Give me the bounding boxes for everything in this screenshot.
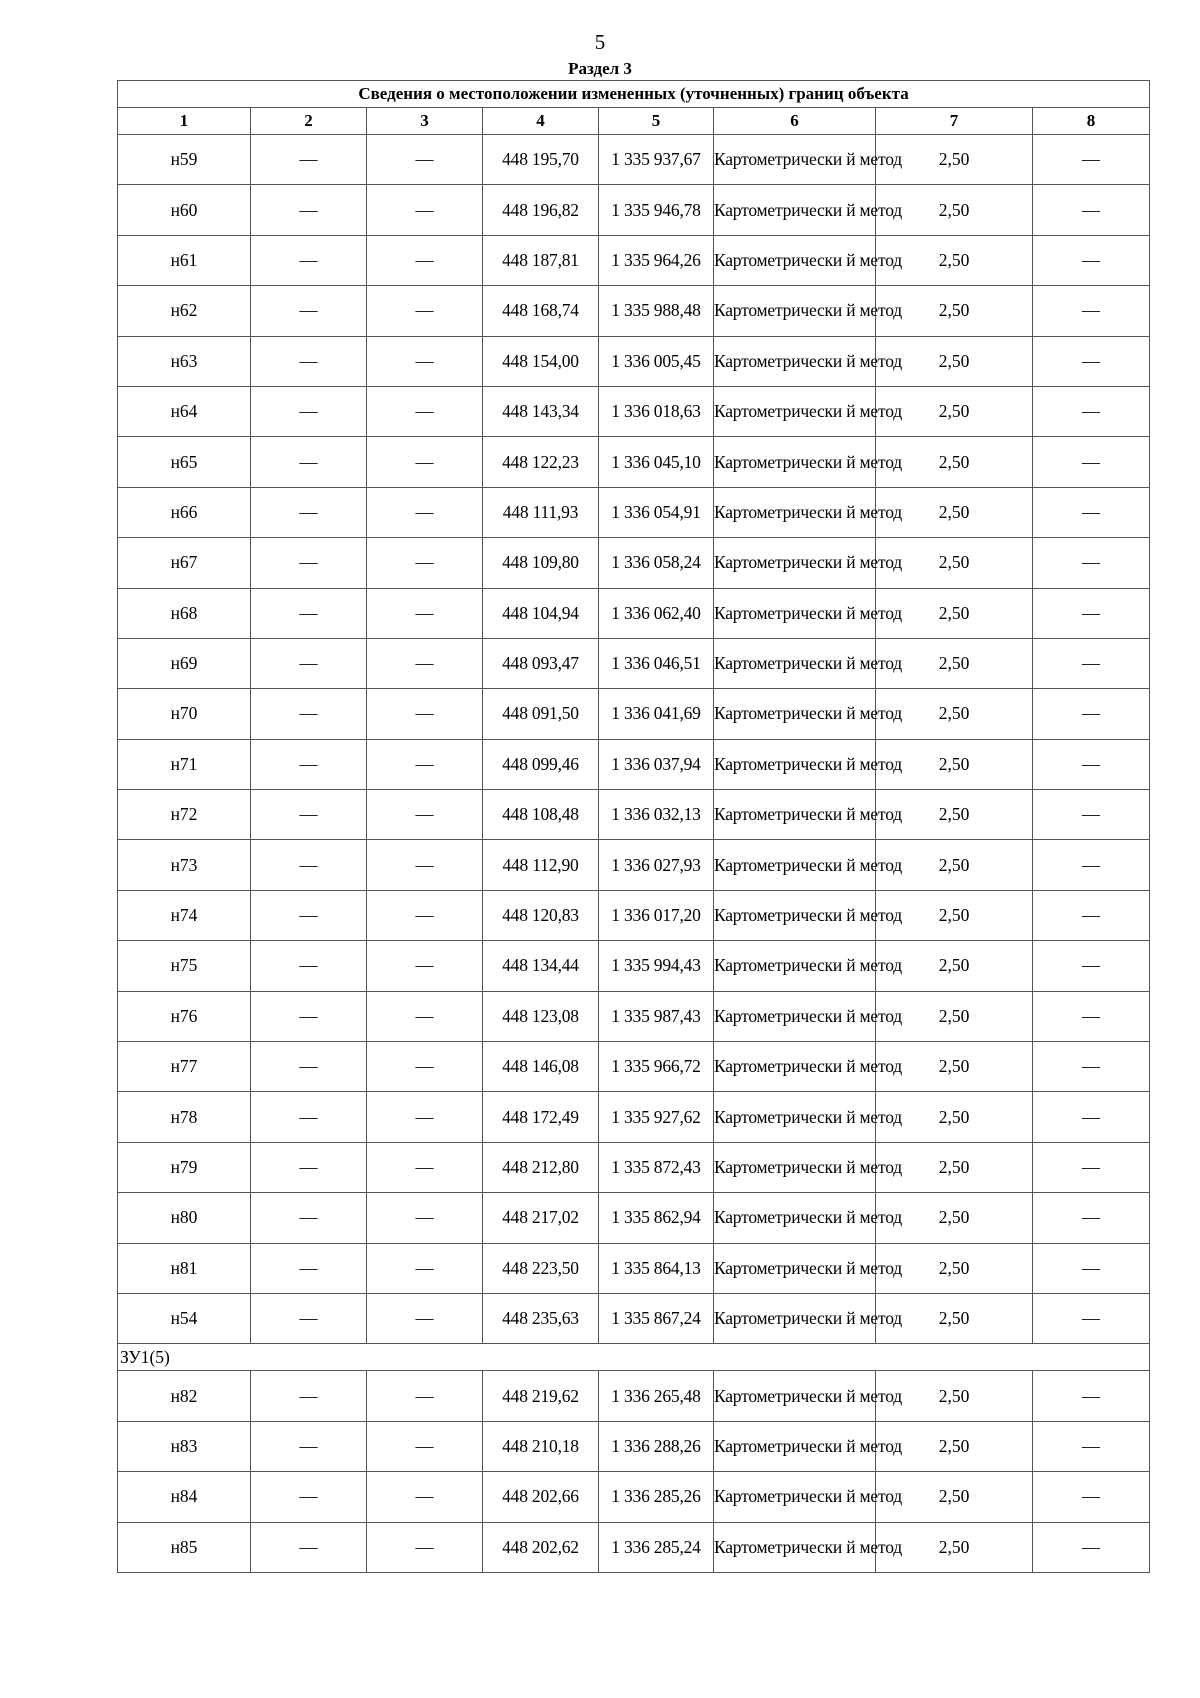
dash-cell: — — [367, 487, 483, 537]
dash-cell: — — [367, 135, 483, 185]
dash-cell: — — [251, 638, 367, 688]
x-coordinate-cell: 448 122,23 — [483, 437, 599, 487]
dash-cell: — — [251, 739, 367, 789]
table-row — [118, 386, 1150, 436]
table-row — [118, 235, 1150, 285]
method-cell: Картометрически й метод — [714, 1472, 876, 1522]
table-row — [118, 1042, 1150, 1092]
dash-cell: — — [251, 1092, 367, 1142]
dash-cell: — — [1033, 638, 1150, 688]
table-row — [118, 991, 1150, 1041]
dash-cell: — — [1033, 1472, 1150, 1522]
dash-cell: — — [1033, 790, 1150, 840]
accuracy-cell: 2,50 — [876, 487, 1033, 537]
method-cell: Картометрически й метод — [714, 689, 876, 739]
dash-cell: — — [367, 1522, 483, 1572]
accuracy-cell: 2,50 — [876, 286, 1033, 336]
dash-cell: — — [367, 588, 483, 638]
table-row — [118, 790, 1150, 840]
y-coordinate-cell: 1 335 937,67 — [599, 135, 714, 185]
dash-cell: — — [1033, 1142, 1150, 1192]
table-row — [118, 437, 1150, 487]
section-title: Раздел 3 — [568, 59, 632, 78]
method-cell: Картометрически й метод — [714, 1371, 876, 1421]
dash-cell: — — [251, 1193, 367, 1243]
x-coordinate-cell: 448 212,80 — [483, 1142, 599, 1192]
point-cell: н81 — [118, 1243, 251, 1293]
dash-cell: — — [251, 1421, 367, 1471]
dash-cell: — — [1033, 1193, 1150, 1243]
point-cell: н68 — [118, 588, 251, 638]
method-cell: Картометрически й метод — [714, 1421, 876, 1471]
table-row — [118, 840, 1150, 890]
method-cell: Картометрически й метод — [714, 487, 876, 537]
dash-cell: — — [1033, 135, 1150, 185]
accuracy-cell: 2,50 — [876, 689, 1033, 739]
dash-cell: — — [1033, 941, 1150, 991]
dash-cell: — — [251, 538, 367, 588]
accuracy-cell: 2,50 — [876, 991, 1033, 1041]
dash-cell: — — [1033, 487, 1150, 537]
method-cell: Картометрически й метод — [714, 890, 876, 940]
table-row — [118, 1421, 1150, 1471]
column-number: 1 — [118, 108, 251, 135]
table-row — [118, 1293, 1150, 1343]
dash-cell: — — [1033, 336, 1150, 386]
dash-cell: — — [1033, 1371, 1150, 1421]
y-coordinate-cell: 1 335 872,43 — [599, 1142, 714, 1192]
x-coordinate-cell: 448 168,74 — [483, 286, 599, 336]
point-cell: н80 — [118, 1193, 251, 1243]
accuracy-cell: 2,50 — [876, 437, 1033, 487]
accuracy-cell: 2,50 — [876, 1142, 1033, 1192]
table-row — [118, 689, 1150, 739]
dash-cell: — — [1033, 1243, 1150, 1293]
table-row — [118, 135, 1150, 185]
x-coordinate-cell: 448 235,63 — [483, 1293, 599, 1343]
x-coordinate-cell: 448 172,49 — [483, 1092, 599, 1142]
method-cell: Картометрически й метод — [714, 235, 876, 285]
dash-cell: — — [1033, 437, 1150, 487]
x-coordinate-cell: 448 217,02 — [483, 1193, 599, 1243]
dash-cell: — — [251, 286, 367, 336]
x-coordinate-cell: 448 091,50 — [483, 689, 599, 739]
dash-cell: — — [1033, 840, 1150, 890]
dash-cell: — — [251, 437, 367, 487]
accuracy-cell: 2,50 — [876, 135, 1033, 185]
point-cell: н73 — [118, 840, 251, 890]
method-cell: Картометрически й метод — [714, 1243, 876, 1293]
x-coordinate-cell: 448 143,34 — [483, 386, 599, 436]
y-coordinate-cell: 1 335 964,26 — [599, 235, 714, 285]
point-cell: н66 — [118, 487, 251, 537]
point-cell: н72 — [118, 790, 251, 840]
accuracy-cell: 2,50 — [876, 588, 1033, 638]
dash-cell: — — [367, 286, 483, 336]
dash-cell: — — [367, 185, 483, 235]
y-coordinate-cell: 1 336 285,24 — [599, 1522, 714, 1572]
group-row — [118, 1344, 1150, 1371]
y-coordinate-cell: 1 335 987,43 — [599, 991, 714, 1041]
y-coordinate-cell: 1 336 027,93 — [599, 840, 714, 890]
dash-cell: — — [251, 689, 367, 739]
dash-cell: — — [251, 185, 367, 235]
dash-cell: — — [1033, 386, 1150, 436]
dash-cell: — — [367, 991, 483, 1041]
method-cell: Картометрически й метод — [714, 941, 876, 991]
accuracy-cell: 2,50 — [876, 890, 1033, 940]
dash-cell: — — [1033, 1293, 1150, 1343]
dash-cell: — — [251, 1522, 367, 1572]
dash-cell: — — [251, 840, 367, 890]
accuracy-cell: 2,50 — [876, 386, 1033, 436]
column-number: 3 — [367, 108, 483, 135]
dash-cell: — — [367, 890, 483, 940]
dash-cell: — — [1033, 1042, 1150, 1092]
point-cell: н83 — [118, 1421, 251, 1471]
point-cell: н78 — [118, 1092, 251, 1142]
method-cell: Картометрически й метод — [714, 336, 876, 386]
x-coordinate-cell: 448 123,08 — [483, 991, 599, 1041]
accuracy-cell: 2,50 — [876, 538, 1033, 588]
y-coordinate-cell: 1 336 058,24 — [599, 538, 714, 588]
method-cell: Картометрически й метод — [714, 1193, 876, 1243]
x-coordinate-cell: 448 219,62 — [483, 1371, 599, 1421]
y-coordinate-cell: 1 335 864,13 — [599, 1243, 714, 1293]
method-cell: Картометрически й метод — [714, 135, 876, 185]
dash-cell: — — [1033, 689, 1150, 739]
point-cell: н79 — [118, 1142, 251, 1192]
accuracy-cell: 2,50 — [876, 1371, 1033, 1421]
accuracy-cell: 2,50 — [876, 1293, 1033, 1343]
y-coordinate-cell: 1 336 285,26 — [599, 1472, 714, 1522]
y-coordinate-cell: 1 335 927,62 — [599, 1092, 714, 1142]
y-coordinate-cell: 1 336 041,69 — [599, 689, 714, 739]
method-cell: Картометрически й метод — [714, 840, 876, 890]
point-cell: н62 — [118, 286, 251, 336]
table-body — [118, 135, 1150, 1573]
dash-cell: — — [251, 941, 367, 991]
table-row — [118, 638, 1150, 688]
table-row — [118, 588, 1150, 638]
dash-cell: — — [1033, 185, 1150, 235]
point-cell: н71 — [118, 739, 251, 789]
table-row — [118, 1142, 1150, 1192]
method-cell: Картометрически й метод — [714, 286, 876, 336]
dash-cell: — — [367, 235, 483, 285]
dash-cell: — — [251, 1293, 367, 1343]
column-number: 4 — [483, 108, 599, 135]
method-cell: Картометрически й метод — [714, 588, 876, 638]
x-coordinate-cell: 448 120,83 — [483, 890, 599, 940]
column-number: 7 — [876, 108, 1033, 135]
dash-cell: — — [251, 1243, 367, 1293]
table-row — [118, 1522, 1150, 1572]
method-cell: Картометрически й метод — [714, 739, 876, 789]
table-row — [118, 1472, 1150, 1522]
dash-cell: — — [251, 588, 367, 638]
point-cell: н76 — [118, 991, 251, 1041]
x-coordinate-cell: 448 187,81 — [483, 235, 599, 285]
method-cell: Картометрически й метод — [714, 1042, 876, 1092]
dash-cell: — — [367, 790, 483, 840]
dash-cell: — — [367, 1193, 483, 1243]
y-coordinate-cell: 1 336 265,48 — [599, 1371, 714, 1421]
column-number: 2 — [251, 108, 367, 135]
y-coordinate-cell: 1 336 017,20 — [599, 890, 714, 940]
method-cell: Картометрически й метод — [714, 1142, 876, 1192]
table-caption: Сведения о местоположении измененных (уточненных) границ объекта — [118, 81, 1150, 108]
dash-cell: — — [251, 1472, 367, 1522]
dash-cell: — — [251, 336, 367, 386]
dash-cell: — — [1033, 991, 1150, 1041]
dash-cell: — — [1033, 538, 1150, 588]
x-coordinate-cell: 448 104,94 — [483, 588, 599, 638]
y-coordinate-cell: 1 336 288,26 — [599, 1421, 714, 1471]
method-cell: Картометрически й метод — [714, 538, 876, 588]
dash-cell: — — [367, 1293, 483, 1343]
dash-cell: — — [251, 991, 367, 1041]
x-coordinate-cell: 448 109,80 — [483, 538, 599, 588]
group-label: ЗУ1(5) — [118, 1344, 1150, 1371]
dash-cell: — — [367, 689, 483, 739]
accuracy-cell: 2,50 — [876, 1193, 1033, 1243]
method-cell: Картометрически й метод — [714, 185, 876, 235]
table-row — [118, 1092, 1150, 1142]
x-coordinate-cell: 448 112,90 — [483, 840, 599, 890]
method-cell: Картометрически й метод — [714, 1293, 876, 1343]
dash-cell: — — [1033, 235, 1150, 285]
dash-cell: — — [251, 1142, 367, 1192]
accuracy-cell: 2,50 — [876, 336, 1033, 386]
y-coordinate-cell: 1 336 054,91 — [599, 487, 714, 537]
table-row — [118, 487, 1150, 537]
boundary-coordinates-table — [117, 80, 1150, 1573]
column-number: 8 — [1033, 108, 1150, 135]
accuracy-cell: 2,50 — [876, 1042, 1033, 1092]
x-coordinate-cell: 448 093,47 — [483, 638, 599, 688]
dash-cell: — — [367, 1421, 483, 1471]
point-cell: н67 — [118, 538, 251, 588]
y-coordinate-cell: 1 336 018,63 — [599, 386, 714, 436]
dash-cell: — — [367, 840, 483, 890]
dash-cell: — — [251, 386, 367, 436]
point-cell: н64 — [118, 386, 251, 436]
dash-cell: — — [1033, 588, 1150, 638]
dash-cell: — — [367, 386, 483, 436]
method-cell: Картометрически й метод — [714, 1522, 876, 1572]
dash-cell: — — [367, 1092, 483, 1142]
table-row — [118, 739, 1150, 789]
x-coordinate-cell: 448 196,82 — [483, 185, 599, 235]
dash-cell: — — [1033, 1421, 1150, 1471]
table-row — [118, 538, 1150, 588]
point-cell: н74 — [118, 890, 251, 940]
table-row — [118, 1371, 1150, 1421]
dash-cell: — — [367, 1042, 483, 1092]
x-coordinate-cell: 448 134,44 — [483, 941, 599, 991]
table-row — [118, 286, 1150, 336]
dash-cell: — — [1033, 890, 1150, 940]
x-coordinate-cell: 448 202,66 — [483, 1472, 599, 1522]
y-coordinate-cell: 1 335 946,78 — [599, 185, 714, 235]
method-cell: Картометрически й метод — [714, 1092, 876, 1142]
dash-cell: — — [1033, 1092, 1150, 1142]
y-coordinate-cell: 1 336 062,40 — [599, 588, 714, 638]
point-cell: н85 — [118, 1522, 251, 1572]
point-cell: н70 — [118, 689, 251, 739]
x-coordinate-cell: 448 146,08 — [483, 1042, 599, 1092]
dash-cell: — — [367, 1472, 483, 1522]
x-coordinate-cell: 448 202,62 — [483, 1522, 599, 1572]
dash-cell: — — [367, 437, 483, 487]
dash-cell: — — [367, 638, 483, 688]
dash-cell: — — [1033, 739, 1150, 789]
dash-cell: — — [367, 1371, 483, 1421]
accuracy-cell: 2,50 — [876, 840, 1033, 890]
dash-cell: — — [367, 739, 483, 789]
y-coordinate-cell: 1 335 862,94 — [599, 1193, 714, 1243]
dash-cell: — — [251, 1042, 367, 1092]
x-coordinate-cell: 448 195,70 — [483, 135, 599, 185]
x-coordinate-cell: 448 154,00 — [483, 336, 599, 386]
y-coordinate-cell: 1 336 032,13 — [599, 790, 714, 840]
dash-cell: — — [251, 135, 367, 185]
y-coordinate-cell: 1 336 045,10 — [599, 437, 714, 487]
accuracy-cell: 2,50 — [876, 1421, 1033, 1471]
y-coordinate-cell: 1 336 046,51 — [599, 638, 714, 688]
x-coordinate-cell: 448 111,93 — [483, 487, 599, 537]
point-cell: н54 — [118, 1293, 251, 1343]
accuracy-cell: 2,50 — [876, 941, 1033, 991]
x-coordinate-cell: 448 099,46 — [483, 739, 599, 789]
dash-cell: — — [367, 941, 483, 991]
column-number: 6 — [714, 108, 876, 135]
y-coordinate-cell: 1 335 867,24 — [599, 1293, 714, 1343]
point-cell: н65 — [118, 437, 251, 487]
table-row — [118, 1193, 1150, 1243]
table-row — [118, 941, 1150, 991]
dash-cell: — — [1033, 286, 1150, 336]
y-coordinate-cell: 1 335 966,72 — [599, 1042, 714, 1092]
table-row — [118, 890, 1150, 940]
method-cell: Картометрически й метод — [714, 991, 876, 1041]
accuracy-cell: 2,50 — [876, 185, 1033, 235]
point-cell: н77 — [118, 1042, 251, 1092]
x-coordinate-cell: 448 210,18 — [483, 1421, 599, 1471]
point-cell: н63 — [118, 336, 251, 386]
dash-cell: — — [367, 1243, 483, 1293]
point-cell: н82 — [118, 1371, 251, 1421]
dash-cell: — — [251, 890, 367, 940]
x-coordinate-cell: 448 223,50 — [483, 1243, 599, 1293]
x-coordinate-cell: 448 108,48 — [483, 790, 599, 840]
column-number-row — [118, 108, 1150, 135]
y-coordinate-cell: 1 335 988,48 — [599, 286, 714, 336]
dash-cell: — — [367, 1142, 483, 1192]
method-cell: Картометрически й метод — [714, 437, 876, 487]
point-cell: н84 — [118, 1472, 251, 1522]
y-coordinate-cell: 1 336 037,94 — [599, 739, 714, 789]
accuracy-cell: 2,50 — [876, 1522, 1033, 1572]
accuracy-cell: 2,50 — [876, 739, 1033, 789]
dash-cell: — — [251, 235, 367, 285]
accuracy-cell: 2,50 — [876, 790, 1033, 840]
dash-cell: — — [251, 790, 367, 840]
column-number: 5 — [599, 108, 714, 135]
accuracy-cell: 2,50 — [876, 235, 1033, 285]
point-cell: н75 — [118, 941, 251, 991]
dash-cell: — — [1033, 1522, 1150, 1572]
accuracy-cell: 2,50 — [876, 1472, 1033, 1522]
table-row — [118, 336, 1150, 386]
method-cell: Картометрически й метод — [714, 638, 876, 688]
table-row — [118, 1243, 1150, 1293]
point-cell: н60 — [118, 185, 251, 235]
method-cell: Картометрически й метод — [714, 790, 876, 840]
y-coordinate-cell: 1 336 005,45 — [599, 336, 714, 386]
accuracy-cell: 2,50 — [876, 1243, 1033, 1293]
table-row — [118, 185, 1150, 235]
point-cell: н61 — [118, 235, 251, 285]
accuracy-cell: 2,50 — [876, 1092, 1033, 1142]
page-number: 5 — [594, 30, 606, 54]
dash-cell: — — [367, 538, 483, 588]
dash-cell: — — [367, 336, 483, 386]
y-coordinate-cell: 1 335 994,43 — [599, 941, 714, 991]
accuracy-cell: 2,50 — [876, 638, 1033, 688]
method-cell: Картометрически й метод — [714, 386, 876, 436]
dash-cell: — — [251, 1371, 367, 1421]
point-cell: н69 — [118, 638, 251, 688]
point-cell: н59 — [118, 135, 251, 185]
dash-cell: — — [251, 487, 367, 537]
